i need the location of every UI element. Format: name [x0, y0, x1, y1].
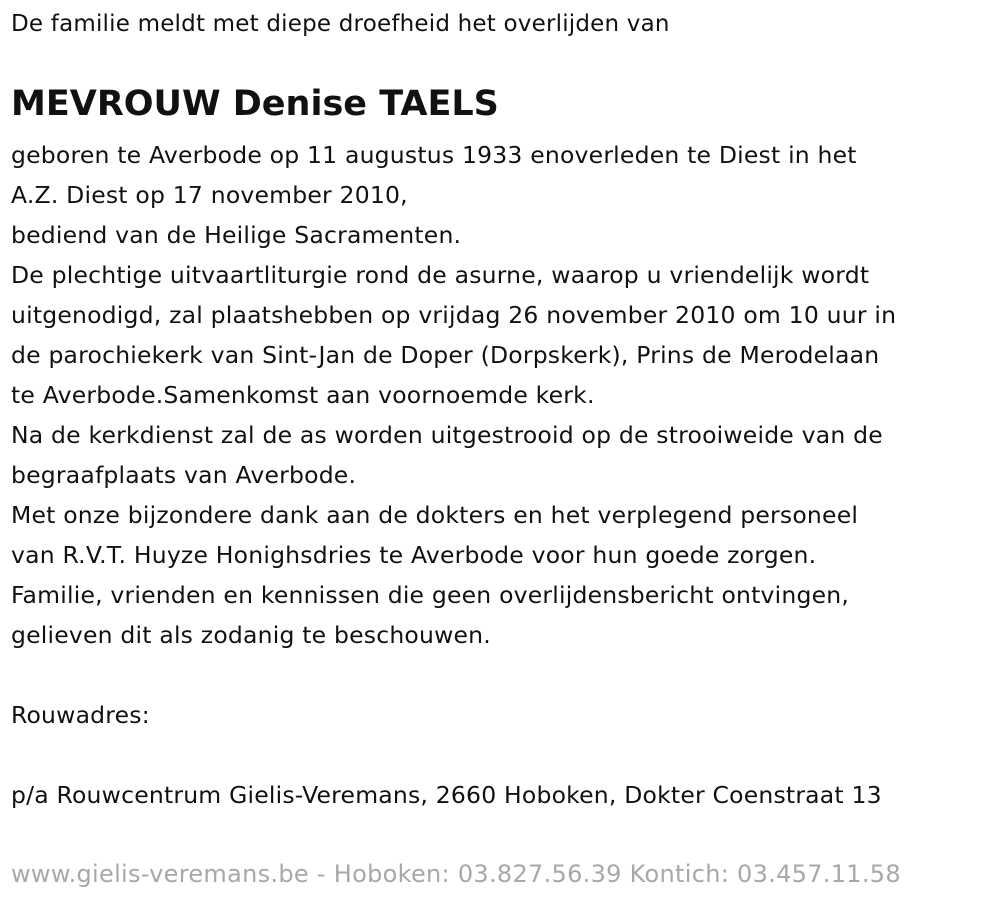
deceased-name: MEVROUW Denise TAELS [11, 84, 499, 124]
notice-line: van R.V.T. Huyze Honighsdries te Averbode voor hun goede zorgen. [11, 541, 817, 569]
notice-line: bediend van de Heilige Sacramenten. [11, 221, 462, 249]
notice-line: de parochiekerk van Sint-Jan de Doper (Dorpskerk), Prins de Merodelaan [11, 341, 880, 369]
notice-body [11, 135, 896, 655]
address-label: Rouwadres: [11, 701, 150, 729]
footer-contact: www.gielis-veremans.be - Hoboken: 03.827.56.39 Kontich: 03.457.11.58 [11, 860, 901, 888]
notice-line: geboren te Averbode op 11 augustus 1933 enoverleden te Diest in het [11, 141, 857, 169]
notice-line: Familie, vrienden en kennissen die geen overlijdensbericht ontvingen, [11, 581, 849, 609]
notice-intro: De familie meldt met diepe droefheid het overlijden van [11, 11, 670, 37]
notice-line: De plechtige uitvaartliturgie rond de asurne, waarop u vriendelijk wordt [11, 261, 870, 289]
notice-line: uitgenodigd, zal plaatshebben op vrijdag 26 november 2010 om 10 uur in [11, 301, 897, 329]
notice-line: te Averbode.Samenkomst aan voornoemde kerk. [11, 381, 595, 409]
mourning-address: p/a Rouwcentrum Gielis-Veremans, 2660 Hoboken, Dokter Coenstraat 13 [11, 781, 882, 809]
notice-line: Met onze bijzondere dank aan de dokters en het verplegend personeel [11, 501, 859, 529]
notice-line: Na de kerkdienst zal de as worden uitgestrooid op de strooiweide van de [11, 421, 883, 449]
notice-line: A.Z. Diest op 17 november 2010, [11, 181, 408, 209]
notice-line: gelieven dit als zodanig te beschouwen. [11, 621, 491, 649]
notice-line: begraafplaats van Averbode. [11, 461, 357, 489]
